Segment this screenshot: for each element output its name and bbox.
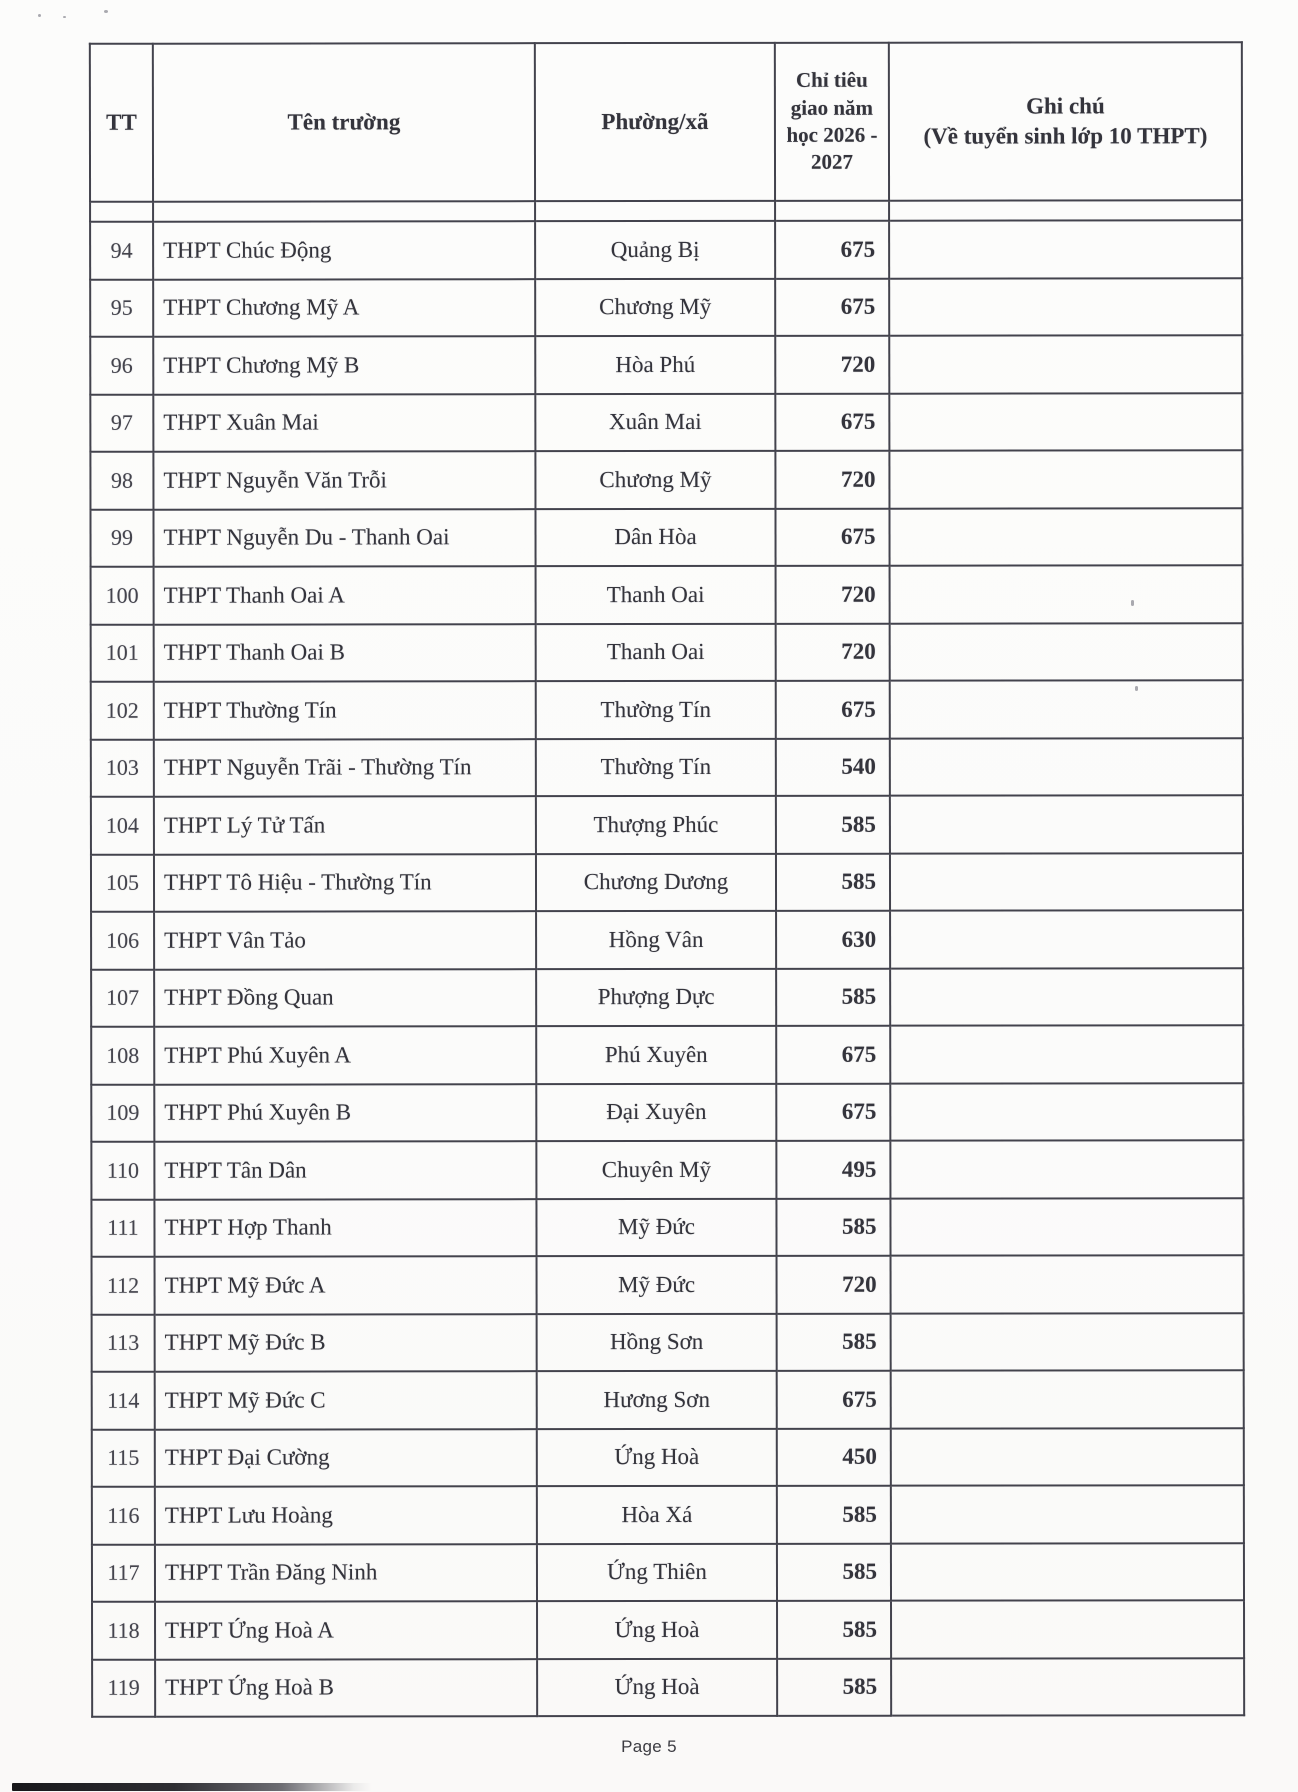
note-cell	[890, 680, 1243, 738]
quota-value-cell: 720	[776, 566, 890, 624]
row-index-cell: 105	[91, 854, 154, 912]
note-cell	[889, 393, 1242, 451]
school-name-cell: THPT Ứng Hoà B	[155, 1659, 537, 1717]
quota-value-cell: 495	[776, 1141, 890, 1199]
table-row	[90, 335, 1242, 394]
note-cell	[891, 1485, 1244, 1543]
row-index-cell: 107	[91, 969, 154, 1027]
header-note-title: Ghi chú	[1026, 93, 1105, 119]
row-index-cell: 100	[91, 567, 154, 625]
quota-value-cell: 630	[776, 911, 890, 969]
school-name-cell: THPT Chúc Động	[153, 221, 535, 279]
quota-value-cell: 450	[777, 1428, 891, 1486]
note-cell	[889, 450, 1242, 508]
ward-name-cell: Ứng Hoà	[537, 1428, 777, 1486]
row-index-cell: 96	[90, 337, 153, 395]
quota-value-cell: 675	[775, 278, 889, 336]
table-header	[90, 42, 1242, 222]
note-cell	[890, 623, 1243, 681]
note-cell	[890, 1083, 1243, 1141]
header-quota: Chỉ tiêu giao năm học 2026 - 2027	[775, 43, 889, 201]
school-name-cell: THPT Đại Cường	[155, 1429, 537, 1487]
row-index-cell: 97	[90, 394, 153, 452]
ward-name-cell: Thanh Oai	[536, 566, 776, 624]
note-cell	[889, 508, 1242, 566]
school-name-cell: THPT Mỹ Đức C	[155, 1371, 537, 1429]
row-index-cell: 108	[91, 1027, 154, 1085]
table-row	[91, 968, 1243, 1027]
table-row	[91, 680, 1243, 739]
ward-name-cell: Chương Mỹ	[535, 278, 775, 336]
scan-speck	[104, 10, 108, 13]
quota-value-cell: 675	[776, 1026, 890, 1084]
school-name-cell: THPT Lý Tử Tấn	[154, 796, 536, 854]
school-name-cell: THPT Nguyễn Du - Thanh Oai	[153, 509, 535, 567]
note-cell	[890, 1198, 1243, 1256]
row-index-cell: 104	[91, 797, 154, 855]
row-index-cell: 113	[92, 1314, 155, 1372]
ward-name-cell: Hòa Xá	[537, 1486, 777, 1544]
header-note-subtitle: (Về tuyển sinh lớp 10 THPT)	[923, 123, 1208, 149]
enrollment-quota-table	[89, 41, 1245, 1718]
quota-value-cell: 675	[776, 681, 890, 739]
table-row	[92, 1543, 1244, 1602]
school-name-cell: THPT Tân Dân	[154, 1141, 536, 1199]
table-row	[92, 1313, 1244, 1372]
note-cell	[891, 1370, 1244, 1428]
ward-name-cell: Mỹ Đức	[537, 1256, 777, 1314]
note-cell	[891, 1255, 1244, 1313]
row-index-cell: 109	[91, 1084, 154, 1142]
quota-value-cell: 720	[777, 1256, 891, 1314]
row-index-cell: 111	[91, 1199, 154, 1257]
quota-value-cell: 585	[777, 1313, 891, 1371]
quota-value-cell: 585	[777, 1601, 891, 1659]
scan-speck	[38, 14, 41, 17]
table-body	[90, 220, 1244, 1717]
table-row	[91, 623, 1243, 682]
ward-name-cell: Thượng Phúc	[536, 796, 776, 854]
header-tt: TT	[90, 44, 153, 202]
quota-value-cell: 585	[776, 968, 890, 1026]
school-name-cell: THPT Lưu Hoàng	[155, 1486, 537, 1544]
ward-name-cell: Hồng Sơn	[537, 1313, 777, 1371]
table-row	[91, 1140, 1243, 1199]
ward-name-cell: Xuân Mai	[535, 393, 775, 451]
quota-value-cell: 720	[775, 336, 889, 394]
row-index-cell: 106	[91, 912, 154, 970]
ward-name-cell: Quảng Bị	[535, 221, 775, 279]
quota-value-cell: 720	[775, 451, 889, 509]
table-row	[91, 795, 1243, 854]
row-index-cell: 102	[91, 682, 154, 740]
ward-name-cell: Phú Xuyên	[536, 1026, 776, 1084]
school-name-cell: THPT Hợp Thanh	[154, 1199, 536, 1257]
note-cell	[891, 1313, 1244, 1371]
table-row	[92, 1600, 1244, 1659]
note-cell	[891, 1543, 1244, 1601]
table-row	[92, 1428, 1244, 1487]
note-cell	[889, 335, 1242, 393]
ward-name-cell: Chương Mỹ	[535, 451, 775, 509]
row-index-cell: 95	[90, 279, 153, 337]
row-index-cell: 116	[92, 1487, 155, 1545]
table-row	[92, 1370, 1244, 1429]
row-index-cell: 98	[90, 452, 153, 510]
row-index-cell: 119	[92, 1659, 155, 1717]
table-row	[90, 450, 1242, 509]
header-school: Tên trường	[153, 43, 535, 202]
school-name-cell: THPT Thường Tín	[154, 681, 536, 739]
school-name-cell: THPT Xuân Mai	[153, 394, 535, 452]
scan-edge-artifact	[12, 1783, 372, 1791]
school-name-cell: THPT Ứng Hoà A	[155, 1601, 537, 1659]
ward-name-cell: Mỹ Đức	[536, 1198, 776, 1256]
quota-value-cell: 585	[776, 853, 890, 911]
note-cell	[890, 565, 1243, 623]
page-number: Page 5	[621, 1737, 677, 1756]
school-name-cell: THPT Chương Mỹ A	[153, 279, 535, 337]
row-index-cell: 115	[92, 1429, 155, 1487]
row-index-cell: 94	[90, 222, 153, 280]
note-cell	[890, 1025, 1243, 1083]
table-row	[90, 393, 1242, 452]
scan-speck	[63, 16, 66, 18]
school-name-cell: THPT Thanh Oai A	[154, 566, 536, 624]
row-index-cell: 103	[91, 739, 154, 797]
school-name-cell: THPT Nguyễn Văn Trỗi	[153, 451, 535, 509]
school-name-cell: THPT Vân Tảo	[154, 911, 536, 969]
ward-name-cell: Đại Xuyên	[536, 1083, 776, 1141]
school-name-cell: THPT Tô Hiệu - Thường Tín	[154, 854, 536, 912]
quota-value-cell: 585	[777, 1486, 891, 1544]
ward-name-cell: Ứng Hoà	[537, 1658, 777, 1716]
note-cell	[889, 278, 1242, 336]
quota-value-cell: 585	[777, 1658, 891, 1716]
ward-name-cell: Thanh Oai	[536, 623, 776, 681]
note-cell	[890, 738, 1243, 796]
school-name-cell: THPT Nguyễn Trãi - Thường Tín	[154, 739, 536, 797]
ward-name-cell: Ứng Thiên	[537, 1543, 777, 1601]
school-name-cell: THPT Phú Xuyên A	[154, 1026, 536, 1084]
note-cell	[890, 910, 1243, 968]
note-cell	[889, 220, 1242, 278]
table-row	[91, 1198, 1243, 1257]
quota-value-cell: 675	[777, 1371, 891, 1429]
table-row	[92, 1255, 1244, 1314]
ward-name-cell: Thường Tín	[536, 681, 776, 739]
school-name-cell: THPT Mỹ Đức B	[155, 1314, 537, 1372]
school-name-cell: THPT Phú Xuyên B	[154, 1084, 536, 1142]
row-index-cell: 101	[91, 624, 154, 682]
table-row	[91, 1025, 1243, 1084]
row-index-cell: 99	[90, 509, 153, 567]
header-spacer-row	[90, 200, 1242, 222]
ward-name-cell: Chuyên Mỹ	[536, 1141, 776, 1199]
quota-value-cell: 675	[776, 1083, 890, 1141]
school-name-cell: THPT Thanh Oai B	[154, 624, 536, 682]
school-name-cell: THPT Chương Mỹ B	[153, 336, 535, 394]
ward-name-cell: Dân Hòa	[535, 508, 775, 566]
table-row	[90, 278, 1242, 337]
table-row	[91, 910, 1243, 969]
header-note	[889, 42, 1242, 200]
school-name-cell: THPT Mỹ Đức A	[155, 1256, 537, 1314]
row-index-cell: 112	[92, 1257, 155, 1315]
ward-name-cell: Chương Dương	[536, 853, 776, 911]
ward-name-cell: Thường Tín	[536, 738, 776, 796]
quota-value-cell: 675	[775, 221, 889, 279]
quota-value-cell: 540	[776, 738, 890, 796]
quota-value-cell: 675	[775, 393, 889, 451]
row-index-cell: 110	[91, 1142, 154, 1200]
table-row	[91, 738, 1243, 797]
ward-name-cell: Hòa Phú	[535, 336, 775, 394]
table-row	[92, 1658, 1244, 1717]
note-cell	[890, 853, 1243, 911]
quota-value-cell: 675	[775, 508, 889, 566]
school-name-cell: THPT Đồng Quan	[154, 969, 536, 1027]
note-cell	[891, 1658, 1244, 1716]
ward-name-cell: Ứng Hoà	[537, 1601, 777, 1659]
quota-value-cell: 585	[777, 1543, 891, 1601]
table-row	[92, 1485, 1244, 1544]
table-row	[91, 853, 1243, 912]
note-cell	[890, 968, 1243, 1026]
note-cell	[891, 1428, 1244, 1486]
note-cell	[891, 1600, 1244, 1658]
row-index-cell: 118	[92, 1602, 155, 1660]
note-cell	[890, 795, 1243, 853]
ward-name-cell: Phượng Dực	[536, 968, 776, 1026]
school-name-cell: THPT Trần Đăng Ninh	[155, 1544, 537, 1602]
quota-value-cell: 585	[776, 1198, 890, 1256]
table-row	[91, 565, 1243, 624]
ward-name-cell: Hương Sơn	[537, 1371, 777, 1429]
table-row	[90, 508, 1242, 567]
quota-value-cell: 720	[776, 623, 890, 681]
table-row	[91, 1083, 1243, 1142]
row-index-cell: 114	[92, 1372, 155, 1430]
header-ward: Phường/xã	[535, 43, 775, 201]
quota-value-cell: 585	[776, 796, 890, 854]
ward-name-cell: Hồng Vân	[536, 911, 776, 969]
table-row	[90, 220, 1242, 279]
row-index-cell: 117	[92, 1544, 155, 1602]
note-cell	[890, 1140, 1243, 1198]
